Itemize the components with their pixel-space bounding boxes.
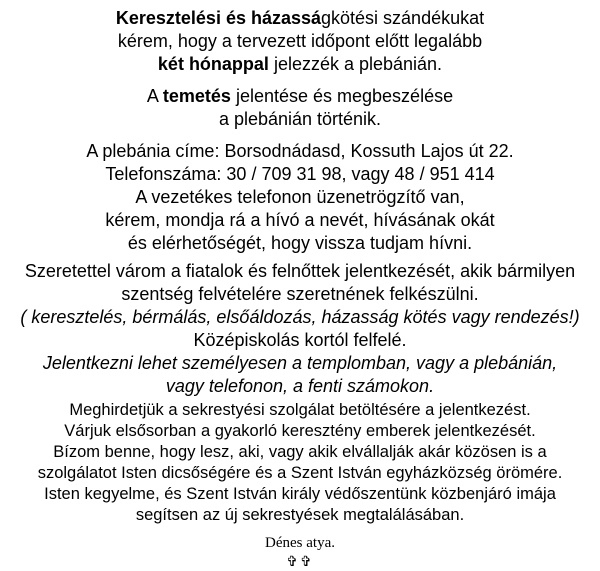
parish-address-line: A plebánia címe: Borsodnádasd, Kossuth Lajos út 22. [86,141,514,161]
text-line: és elérhetőségét, hogy vissza tudjam hívni. [127,233,473,253]
baptism-marriage-paragraph [0,7,600,76]
text-line: A vezetékes telefonon üzenetrögzítő van, [135,187,465,207]
text-line [0,7,600,30]
regular-text: jelentése és megbeszélése [230,86,454,106]
regular-text: gkötési szándékukat [321,8,485,28]
funeral-paragraph [0,85,600,131]
text-line [0,53,600,76]
text-line: Meghirdetjük a sekrestyési szolgálat betöltésére a jelentkezést. [69,401,531,419]
signature: Dénes atya. [265,535,335,551]
text-line: Várjuk elsősorban a gyakorló keresztény emberek jelentkezését. [64,422,536,440]
parish-contact-paragraph [0,140,600,255]
phone-numbers-line: Telefonszáma: 30 / 709 31 98, vagy 48 / 951 414 [105,164,495,184]
text-line: kérem, mondja rá a hívó a nevét, hívásának okát [105,210,495,230]
regular-text: A [146,86,163,106]
text-line: szentség felvételére szeretnének felkészülni. [121,284,479,304]
text-line: segítsen az új sekrestyések megtalálásában. [135,506,465,524]
text-line: Bízom benne, hogy lesz, aki, vagy akik elvállalják akár közösen is a [53,443,547,461]
regular-text: jelezzék a plebánián. [268,54,443,74]
text-line [0,85,600,108]
cross-icons: ✞✞ [286,554,314,570]
text-line: Középiskolás kortól felfelé. [193,330,407,350]
bold-text: temetés [162,86,231,106]
italic-text-line: ( keresztelés, bérmálás, elsőáldozás, házasság kötés vagy rendezés!) [20,307,580,327]
italic-text-line: Jelentkezni lehet személyesen a templomban, vagy a plebánián, [42,353,558,373]
text-line: Szeretettel várom a fiatalok és felnőttek jelentkezését, akik bármilyen [24,261,576,281]
sacristan-recruitment-paragraph [0,400,600,526]
text-line: szolgálatot Isten dicsőségére és a Szent István egyházközség örömére. [37,464,563,482]
italic-text-line: vagy telefonon, a fenti számokon. [165,376,435,396]
text-line: kérem, hogy a tervezett időpont előtt legalább [117,31,483,51]
bold-text: Keresztelési és házassá [115,8,322,28]
text-line: a plebánián történik. [218,109,382,129]
text-line: Isten kegyelme, és Szent István király védőszentünk közbenjáró imája [44,485,556,503]
sacrament-preparation-paragraph [0,260,600,398]
bold-text: két hónappal [157,54,269,74]
